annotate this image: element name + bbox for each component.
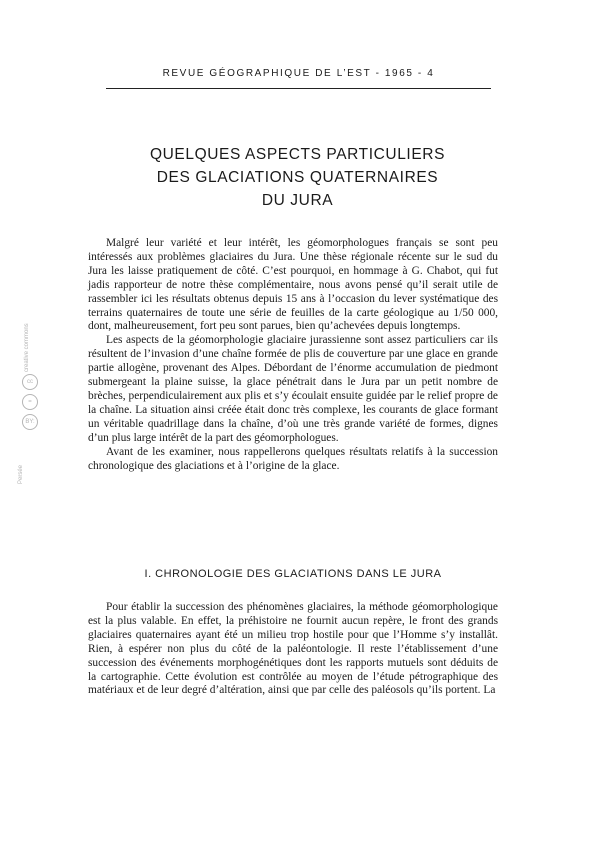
title-line-2: DES GLACIATIONS QUATERNAIRES [156,169,439,186]
header-rule [106,88,491,89]
persee-label: Persée [18,464,24,484]
title-line-1: QUELQUES ASPECTS PARTICULIERS [149,146,446,163]
cc-sa-icon: = [22,394,38,410]
intro-paragraph-2: Les aspects de la géomorphologie glaciaire jurassienne sont assez particuliers car ils résultent de l’invasion d’une chaîne formée de plis de couverture par une glace en grande partie allogène, provenant des Alpes. Débordant de l’énorme accumulation de piedmont submergeant la plaine suisse, la glace pénétrait dans le Jura par un petit nombre de brèches, perpendiculairement aux plis et s’y écoulait ensuite guidée par le relief propre de la chaîne. La situation ainsi créée était donc très complexe, les courants de glace formant un véritable quadrillage dans la chaîne, d’où une très grande variété de formes, dignes d’un plus large intérêt de la part des géomorphologues. [88,334,498,444]
intro-paragraph-3: Avant de les examiner, nous rappellerons quelques résultats relatifs à la succession chronologique des glaciations et à l’origine de la glace. [88,445,498,472]
section-text [88,601,498,698]
cc-logo-icon: cc [22,374,38,390]
running-header: REVUE GÉOGRAPHIQUE DE L’EST - 1965 - 4 [162,68,435,79]
article-title [70,143,525,212]
license-badge[interactable] [8,323,38,484]
intro-paragraph-1: Malgré leur variété et leur intérêt, les géomorphologues français se sont peu intéressés aux problèmes glaciaires du Jura. Une thèse régionale récente sur le sud du Jura les laisse pratiquement de côté. C’est pourquoi, en hommage à G. Chabot, qui fut jadis rapporteur de notre thèse complémentaire, nous avons pensé qu’il serait utile de rassembler ici les résultats obtenus depuis 15 ans à l’occasion du lever systématique des terrains quaternaires de toute une série de feuilles de la carte géologique au 1/50 000, dont, malheureusement, fort peu sont parues, bien qu’achevées depuis longtemps. [88,237,498,333]
cc-by-icon: BY: [22,414,38,430]
title-line-3: DU JURA [261,192,334,209]
creative-commons-label: creative commons [24,323,30,372]
intro-text [88,237,498,473]
section-paragraph-1: Pour établir la succession des phénomènes glaciaires, la méthode géomorphologique est la plus valable. En effet, la préhistoire ne fournit aucun repère, le front des grands glaciaires quaternaires ayant été un milieu trop hostile pour que l’Homme s’y installât. Rien, à espérer non plus du côté de la paléontologie. Il reste l’établissement d’une succession des événements morphogénétiques dont les rapports mutuels sont déduits de la cartographie. Cette évolution est contrôlée au moyen de l’étude pétrographique des matériaux et de leur degré d’altération, ainsi que par celle des paléosols qu’ils portent. La [88,601,498,697]
section-heading: I. CHRONOLOGIE DES GLACIATIONS DANS LE JURA [144,568,442,580]
